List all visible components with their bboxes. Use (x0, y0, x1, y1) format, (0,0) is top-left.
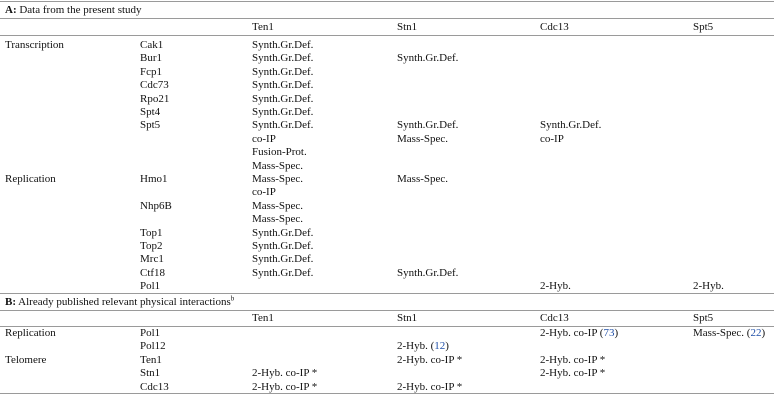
section-b-title (5, 296, 234, 309)
gene-cell: Cdc73 (140, 79, 169, 92)
section-a-label: A: (5, 4, 17, 16)
section-b-footnote-mark: b (230, 294, 235, 303)
ten1-cell: Synth.Gr.Def. (252, 266, 314, 279)
cdc13-cell: 2-Hyb. co-IP * (540, 367, 606, 380)
category-cell: Transcription (5, 39, 64, 51)
gene-cell: Ctf18 (140, 266, 166, 279)
stn1-cell: Synth.Gr.Def. (397, 266, 459, 279)
table-row (0, 354, 774, 367)
section-a-text: Data from the present study (19, 4, 142, 16)
spt5-cell: 2-Hyb. (693, 280, 724, 293)
cdc13-cell: 2-Hyb. co-IP (73) (540, 327, 619, 339)
table-row (0, 367, 774, 380)
section-b-top-rule (0, 293, 774, 294)
section-a-header-row (0, 21, 774, 34)
column-header-ten1: Ten1 (252, 21, 274, 33)
stn1-cell: 2-Hyb. co-IP * (397, 380, 463, 393)
column-header-cdc13: Cdc13 (540, 312, 569, 324)
gene-cell: Pol1 (140, 327, 161, 339)
cdc13-cell: 2-Hyb. co-IP * (540, 353, 606, 366)
table-row (0, 240, 774, 253)
reference-link[interactable]: 22 (750, 327, 762, 339)
gene-cell: Rpo21 (140, 92, 170, 105)
ten1-cell: co-IP (252, 132, 276, 145)
gene-cell: Fcp1 (140, 65, 162, 78)
table-row (0, 106, 774, 119)
gene-cell: Bur1 (140, 52, 162, 65)
gene-cell: Pol12 (140, 340, 166, 353)
gene-cell: Pol1 (140, 280, 161, 293)
gene-cell: Spt5 (140, 119, 161, 132)
ten1-cell: Synth.Gr.Def. (252, 79, 314, 92)
gene-cell: Spt4 (140, 106, 161, 118)
ten1-cell: Synth.Gr.Def. (252, 253, 314, 266)
table-row (0, 381, 774, 394)
table-row (0, 39, 774, 52)
stn1-cell: Synth.Gr.Def. (397, 52, 459, 65)
gene-cell: Top1 (140, 226, 163, 239)
cdc13-cell: co-IP (540, 132, 564, 145)
bottom-rule (0, 393, 774, 394)
table-row (0, 93, 774, 106)
stn1-cell: 2-Hyb. co-IP * (397, 353, 463, 366)
ten1-cell: Synth.Gr.Def. (252, 226, 314, 239)
top-rule (0, 1, 774, 2)
stn1-cell: Synth.Gr.Def. (397, 119, 459, 132)
category-cell: Replication (5, 327, 56, 339)
ten1-cell: Synth.Gr.Def. (252, 52, 314, 65)
gene-cell: Cak1 (140, 39, 164, 51)
section-b-rule (0, 310, 774, 311)
category-cell: Telomere (5, 353, 47, 366)
table-row (0, 327, 774, 340)
ten1-cell: Mass-Spec. (252, 159, 304, 172)
reference-link[interactable]: 12 (434, 340, 446, 353)
table-row (0, 52, 774, 65)
table-row (0, 173, 774, 186)
table-row (0, 227, 774, 240)
table-row (0, 133, 774, 146)
reference-link[interactable]: 73 (603, 327, 615, 339)
table-row (0, 267, 774, 280)
stn1-cell: Mass-Spec. (397, 132, 449, 145)
gene-cell: Nhp6B (140, 199, 172, 212)
table-row (0, 79, 774, 92)
ten1-cell: Synth.Gr.Def. (252, 106, 314, 118)
column-header-spt5: Spt5 (693, 312, 714, 324)
section-a-header-rule (0, 35, 774, 36)
table-row (0, 253, 774, 266)
column-header-stn1: Stn1 (397, 312, 418, 324)
table-row (0, 213, 774, 226)
stn1-cell: 2-Hyb. (12) (397, 340, 449, 353)
ten1-cell: co-IP (252, 186, 276, 199)
section-b-header-row (0, 312, 774, 325)
ten1-cell: Fusion-Prot. (252, 146, 307, 159)
ten1-cell: 2-Hyb. co-IP * (252, 367, 318, 380)
table-row (0, 66, 774, 79)
section-b-text: Already published relevant physical interactions (18, 296, 231, 308)
ten1-cell: Mass-Spec. (252, 213, 304, 226)
gene-cell: Stn1 (140, 367, 161, 380)
cdc13-cell: 2-Hyb. (540, 280, 571, 293)
table-row (0, 200, 774, 213)
ten1-cell: Synth.Gr.Def. (252, 92, 314, 105)
gene-cell: Ten1 (140, 353, 162, 366)
column-header-spt5: Spt5 (693, 21, 714, 33)
category-cell: Replication (5, 173, 56, 185)
ten1-cell: 2-Hyb. co-IP * (252, 380, 318, 393)
ten1-cell: Synth.Gr.Def. (252, 119, 314, 132)
cdc13-cell: Synth.Gr.Def. (540, 119, 602, 132)
gene-cell: Cdc13 (140, 380, 169, 393)
column-header-stn1: Stn1 (397, 21, 418, 33)
table-row (0, 186, 774, 199)
spt5-cell: Mass-Spec. (22) (693, 327, 766, 339)
table-row (0, 280, 774, 293)
section-b-label: B: (5, 296, 16, 308)
table-row (0, 340, 774, 353)
table-row (0, 160, 774, 173)
gene-cell: Top2 (140, 240, 163, 252)
ten1-cell: Synth.Gr.Def. (252, 240, 314, 252)
ten1-cell: Mass-Spec. (252, 173, 304, 185)
section-a-title (5, 4, 142, 17)
table-row (0, 146, 774, 159)
stn1-cell: Mass-Spec. (397, 173, 449, 185)
ten1-cell: Synth.Gr.Def. (252, 39, 314, 51)
table-row (0, 119, 774, 132)
gene-cell: Hmo1 (140, 173, 168, 185)
section-a-rule (0, 18, 774, 19)
column-header-ten1: Ten1 (252, 312, 274, 324)
gene-cell: Mrc1 (140, 253, 164, 266)
column-header-cdc13: Cdc13 (540, 21, 569, 33)
ten1-cell: Mass-Spec. (252, 199, 304, 212)
ten1-cell: Synth.Gr.Def. (252, 65, 314, 78)
